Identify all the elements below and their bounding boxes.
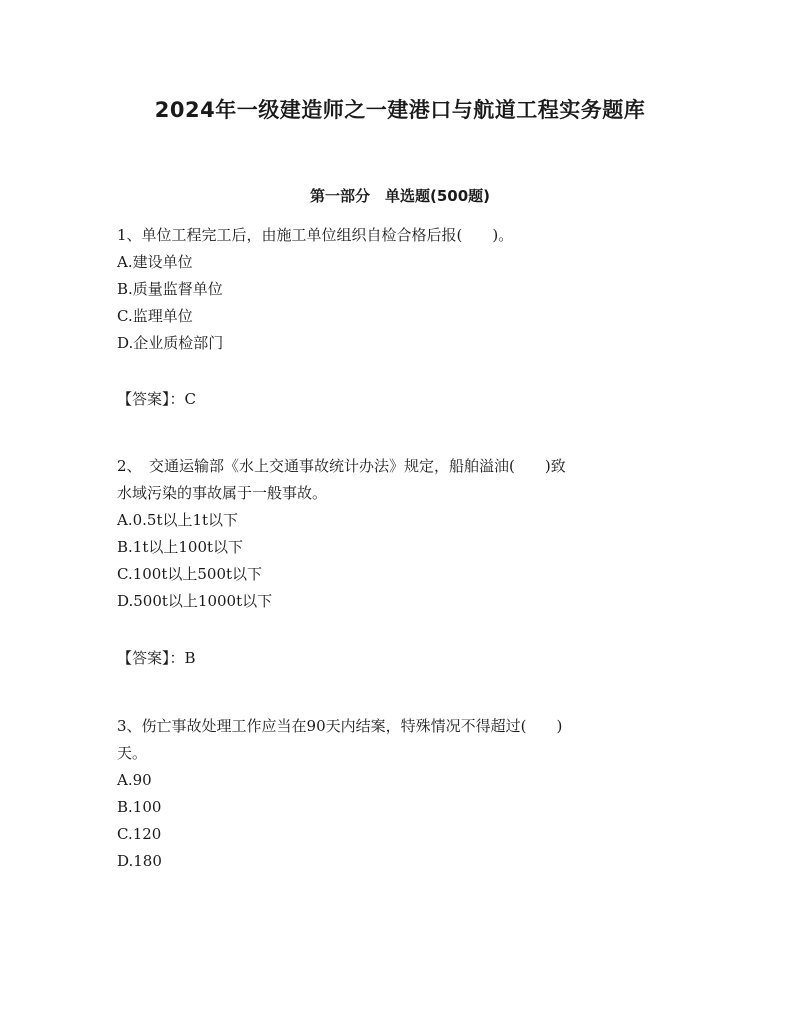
question-3 [117,713,677,875]
question-3-option-c: C.120 [117,825,162,843]
question-2-stem-line-2: 水域污染的事故属于一般事故。 [117,484,328,502]
question-1-option-d: D.企业质检部门 [117,334,224,352]
question-2-option-b: B.1t以上100t以下 [117,538,244,556]
question-1-answer: 【答案】：C [117,390,196,408]
section-heading: 第一部分 单选题(500题) [309,187,491,205]
question-3-option-a: A.90 [117,771,152,789]
question-2-option-a: A.0.5t以上1t以下 [117,511,239,529]
question-3-option-b: B.100 [117,798,162,816]
question-1-option-b: B.质量监督单位 [117,280,223,298]
question-3-stem-line-2: 天。 [117,744,148,762]
question-2-answer: 【答案】：B [117,649,196,667]
question-2 [117,453,677,615]
question-3-option-d: D.180 [117,852,162,870]
question-2-option-d: D.500t以上1000t以下 [117,592,273,610]
question-2-stem-line-1: 2、 交通运输部《水上交通事故统计办法》规定，船舶溢油( )致 [117,457,566,475]
question-1-option-a: A.建设单位 [117,253,193,271]
document-title: 2024年一级建造师之一建港口与航道工程实务题库 [154,98,646,122]
question-1 [117,222,677,357]
question-3-stem-line-1: 3、伤亡事故处理工作应当在90天内结案，特殊情况不得超过( ) [117,717,563,735]
question-1-stem: 1、单位工程完工后，由施工单位组织自检合格后报( )。 [117,226,514,244]
question-1-option-c: C.监理单位 [117,307,193,325]
question-2-option-c: C.100t以上500t以下 [117,565,263,583]
